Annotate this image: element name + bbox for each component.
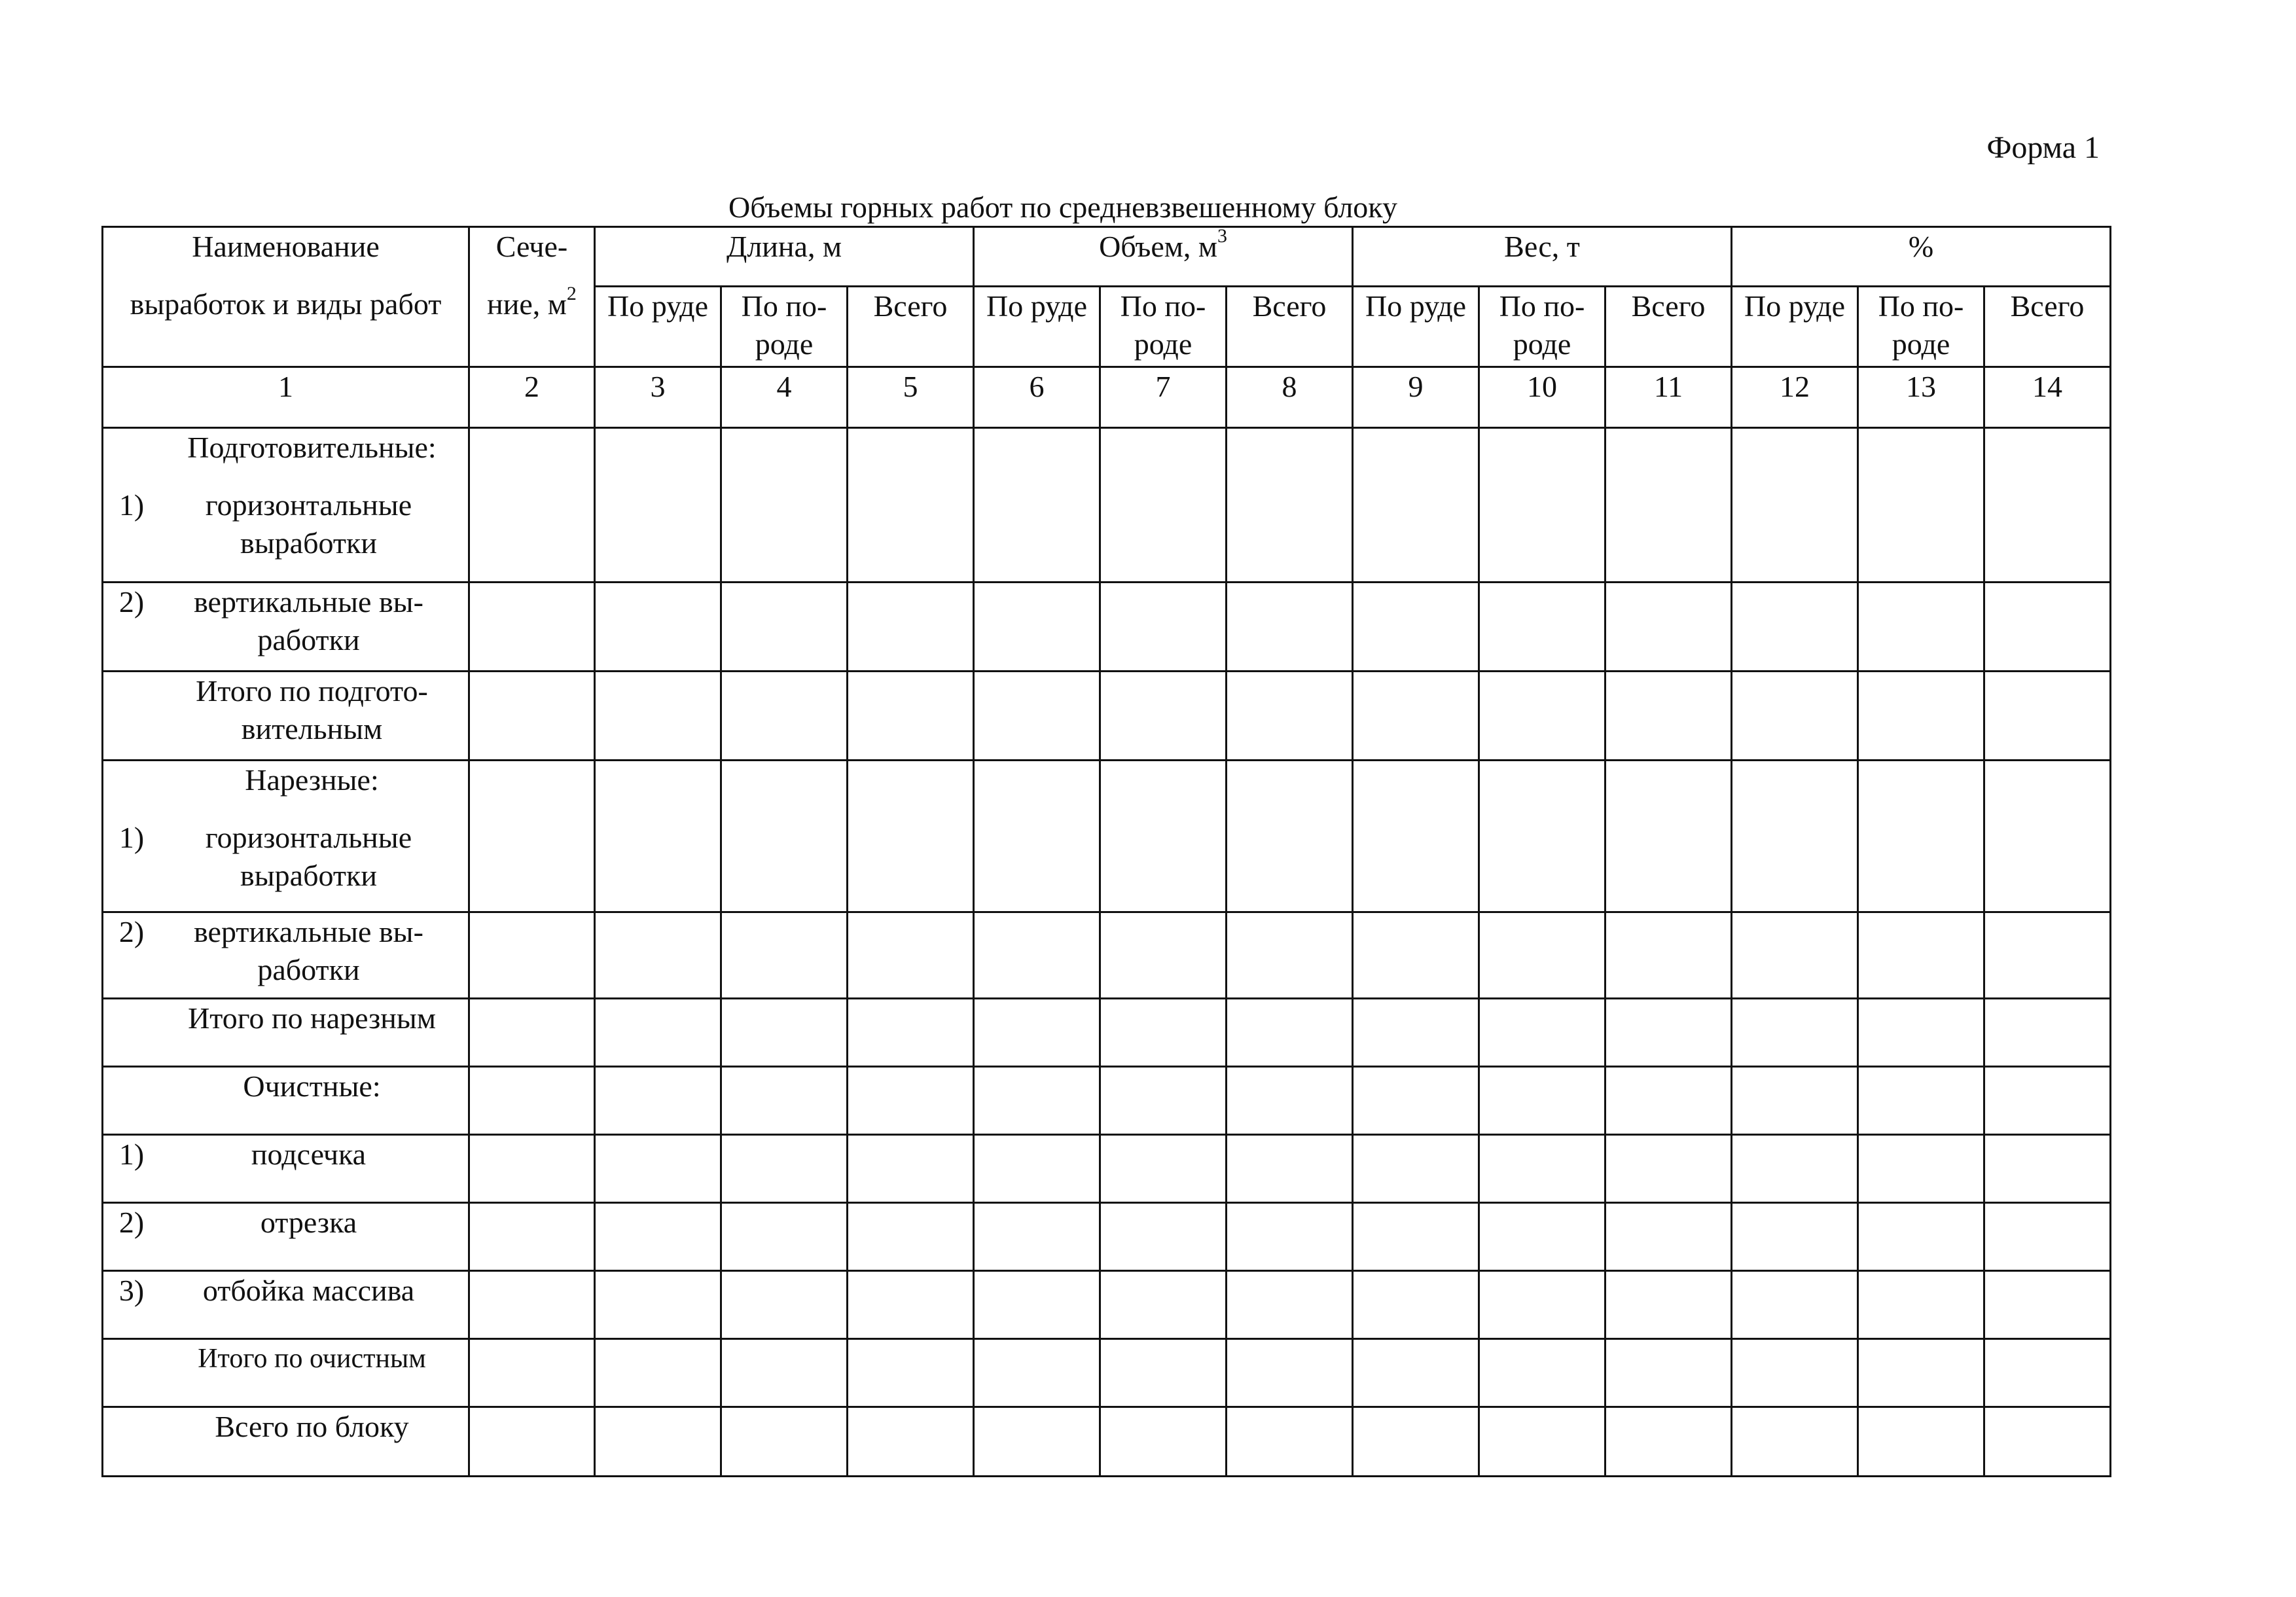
column-number: 11 [1605,367,1732,428]
empty-cell[interactable] [974,1271,1100,1339]
empty-cell[interactable] [1984,428,2111,583]
header-row-groups [103,227,2111,287]
empty-cell[interactable] [1732,583,1858,672]
empty-cell[interactable] [1479,428,1605,583]
empty-cell[interactable] [848,428,974,583]
header-subcolumn: По по-роде [721,287,848,367]
row-item-number: 2) [118,915,145,948]
empty-cell[interactable] [1479,1203,1605,1271]
empty-cell[interactable] [1227,583,1353,672]
empty-cell[interactable] [848,1271,974,1339]
row-item-text: отбойка массива [202,1274,415,1307]
empty-cell[interactable] [469,761,595,912]
header-subcolumn: По руде [1732,287,1858,367]
empty-cell[interactable] [721,912,848,999]
empty-cell[interactable] [721,999,848,1067]
column-number: 10 [1479,367,1605,428]
row-name [103,912,469,999]
empty-cell[interactable] [1353,1067,1479,1135]
empty-cell[interactable] [1732,912,1858,999]
empty-cell[interactable] [1227,999,1353,1067]
empty-cell[interactable] [848,1339,974,1407]
column-number: 13 [1858,367,1984,428]
empty-cell[interactable] [848,1407,974,1477]
empty-cell[interactable] [1479,672,1605,761]
row-item-text: подсечка [251,1138,367,1171]
header-subcolumn: По по-роде [1479,287,1605,367]
table-row [103,672,2111,761]
empty-cell[interactable] [1479,999,1605,1067]
empty-cell[interactable] [1227,1339,1353,1407]
empty-cell[interactable] [721,1339,848,1407]
header-group-length: Длина, м [595,227,974,287]
row-item-text: горизонтальные выработки [205,821,412,892]
empty-cell[interactable] [595,999,721,1067]
empty-cell[interactable] [721,1135,848,1203]
empty-cell[interactable] [1732,1203,1858,1271]
row-heading: Подготовительные: [187,431,437,464]
empty-cell[interactable] [721,761,848,912]
table-row [103,1067,2111,1135]
column-number: 8 [1227,367,1353,428]
empty-cell[interactable] [1858,1407,1984,1477]
empty-cell[interactable] [1227,1271,1353,1339]
empty-cell[interactable] [1858,672,1984,761]
empty-cell[interactable] [1479,1135,1605,1203]
empty-cell[interactable] [1353,1339,1479,1407]
table-row [103,1407,2111,1477]
empty-cell[interactable] [1984,1407,2111,1477]
row-name [103,1271,469,1339]
empty-cell[interactable] [1353,428,1479,583]
column-number: 9 [1353,367,1479,428]
table-row [103,1135,2111,1203]
empty-cell[interactable] [1984,583,2111,672]
empty-cell[interactable] [1353,761,1479,912]
empty-cell[interactable] [469,912,595,999]
row-heading: Очистные: [243,1069,381,1103]
empty-cell[interactable] [974,1067,1100,1135]
empty-cell[interactable] [1353,1407,1479,1477]
empty-cell[interactable] [848,1067,974,1135]
empty-cell[interactable] [469,428,595,583]
empty-cell[interactable] [848,1203,974,1271]
empty-cell[interactable] [1605,761,1732,912]
header-subcolumn: По руде [1353,287,1479,367]
empty-cell[interactable] [469,1203,595,1271]
empty-cell[interactable] [469,1407,595,1477]
table-row [103,912,2111,999]
empty-cell[interactable] [1479,912,1605,999]
header-subcolumn: По по-роде [1858,287,1984,367]
empty-cell[interactable] [1100,999,1227,1067]
empty-cell[interactable] [595,1271,721,1339]
table-row [103,1271,2111,1339]
empty-cell[interactable] [1858,761,1984,912]
header-group-percent: % [1732,227,2111,287]
column-number: 3 [595,367,721,428]
empty-cell[interactable] [1605,1067,1732,1135]
empty-cell[interactable] [721,1203,848,1271]
empty-cell[interactable] [469,1271,595,1339]
row-heading: Нарезные: [245,763,379,797]
row-name [103,428,469,583]
empty-cell[interactable] [1858,428,1984,583]
empty-cell[interactable] [974,583,1100,672]
header-subcolumn: Всего [1605,287,1732,367]
row-name [103,1203,469,1271]
empty-cell[interactable] [469,672,595,761]
empty-cell[interactable] [1605,583,1732,672]
table-row [103,1339,2111,1407]
empty-cell[interactable] [1984,912,2111,999]
empty-cell[interactable] [469,1067,595,1135]
row-heading: Итого по подгото-вительным [196,674,428,745]
empty-cell[interactable] [1227,1407,1353,1477]
table-row [103,583,2111,672]
empty-cell[interactable] [1858,912,1984,999]
empty-cell[interactable] [1732,1339,1858,1407]
empty-cell[interactable] [721,1067,848,1135]
empty-cell[interactable] [1605,1135,1732,1203]
row-name [103,672,469,761]
empty-cell[interactable] [1605,428,1732,583]
empty-cell[interactable] [1732,999,1858,1067]
empty-cell[interactable] [469,1339,595,1407]
row-name [103,1135,469,1203]
empty-cell[interactable] [1984,761,2111,912]
empty-cell[interactable] [974,1407,1100,1477]
empty-cell[interactable] [1605,1271,1732,1339]
empty-cell[interactable] [1100,1407,1227,1477]
empty-cell[interactable] [1100,1135,1227,1203]
empty-cell[interactable] [721,1407,848,1477]
empty-cell[interactable] [595,1135,721,1203]
column-number: 2 [469,367,595,428]
empty-cell[interactable] [1732,672,1858,761]
empty-cell[interactable] [1732,1407,1858,1477]
empty-cell[interactable] [1858,1203,1984,1271]
header-subcolumn: По руде [974,287,1100,367]
header-subcolumn: По по-роде [1100,287,1227,367]
empty-cell[interactable] [974,672,1100,761]
empty-cell[interactable] [721,672,848,761]
empty-cell[interactable] [974,761,1100,912]
empty-cell[interactable] [721,428,848,583]
empty-cell[interactable] [1227,1135,1353,1203]
row-name [103,999,469,1067]
row-heading: Итого по очистным [198,1344,426,1374]
empty-cell[interactable] [1858,1271,1984,1339]
empty-cell[interactable] [1732,1067,1858,1135]
empty-cell[interactable] [1100,1271,1227,1339]
row-item-number: 3) [118,1274,145,1307]
empty-cell[interactable] [1227,428,1353,583]
empty-cell[interactable] [595,1339,721,1407]
empty-cell[interactable] [1353,672,1479,761]
column-number: 14 [1984,367,2111,428]
empty-cell[interactable] [721,583,848,672]
row-item-text: отрезка [260,1206,357,1239]
row-item-text: горизонтальные выработки [205,488,412,560]
empty-cell[interactable] [721,1271,848,1339]
empty-cell[interactable] [595,1067,721,1135]
empty-cell[interactable] [469,999,595,1067]
volumes-table [101,226,2111,1477]
row-name [103,1407,469,1477]
header-section: Сече- ние, $м^2$ [469,227,595,367]
row-item-number: 1) [118,488,145,522]
empty-cell[interactable] [1100,583,1227,672]
empty-cell[interactable] [1100,672,1227,761]
empty-cell[interactable] [1984,999,2111,1067]
empty-cell[interactable] [1353,583,1479,672]
empty-cell[interactable] [1353,1271,1479,1339]
empty-cell[interactable] [1858,1339,1984,1407]
column-number: 6 [974,367,1100,428]
header-group-weight: Вес, т [1353,227,1732,287]
column-number: 1 [103,367,469,428]
empty-cell[interactable] [1984,1203,2111,1271]
empty-cell[interactable] [1479,1067,1605,1135]
empty-cell[interactable] [974,1135,1100,1203]
empty-cell[interactable] [1100,1067,1227,1135]
row-item-number: 1) [118,821,145,854]
row-heading: Всего по блоку [215,1410,409,1443]
empty-cell[interactable] [1605,1339,1732,1407]
row-item-text: вертикальные вы-работки [194,915,423,986]
empty-cell[interactable] [974,912,1100,999]
empty-cell[interactable] [1227,912,1353,999]
column-number: 7 [1100,367,1227,428]
empty-cell[interactable] [1479,583,1605,672]
empty-cell[interactable] [1100,761,1227,912]
row-name [103,761,469,912]
empty-cell[interactable] [1479,761,1605,912]
empty-cell[interactable] [1227,1067,1353,1135]
row-name [103,1339,469,1407]
empty-cell[interactable] [1858,999,1984,1067]
empty-cell[interactable] [1984,1067,2111,1135]
table-row [103,999,2111,1067]
empty-cell[interactable] [1605,912,1732,999]
row-item-number: 2) [118,585,145,619]
empty-cell[interactable] [848,672,974,761]
empty-cell[interactable] [1605,999,1732,1067]
empty-cell[interactable] [1732,1135,1858,1203]
empty-cell[interactable] [1984,1135,2111,1203]
header-row-numbers [103,367,2111,428]
empty-cell[interactable] [1984,672,2111,761]
empty-cell[interactable] [1227,1203,1353,1271]
empty-cell[interactable] [595,1407,721,1477]
empty-cell[interactable] [1984,1339,2111,1407]
empty-cell[interactable] [1353,1135,1479,1203]
empty-cell[interactable] [595,583,721,672]
empty-cell[interactable] [974,1203,1100,1271]
empty-cell[interactable] [848,912,974,999]
empty-cell[interactable] [469,583,595,672]
row-item-number: 2) [118,1206,145,1239]
column-number: 4 [721,367,848,428]
empty-cell[interactable] [1479,1339,1605,1407]
empty-cell[interactable] [1353,912,1479,999]
empty-cell[interactable] [1100,1203,1227,1271]
header-subcolumn: Всего [1227,287,1353,367]
empty-cell[interactable] [1984,1271,2111,1339]
empty-cell[interactable] [1353,1203,1479,1271]
row-heading: Итого по нарезным [188,1001,436,1035]
empty-cell[interactable] [1100,912,1227,999]
header-name: Наименование выработок и виды работ [103,227,469,367]
empty-cell[interactable] [1605,1407,1732,1477]
empty-cell[interactable] [848,1135,974,1203]
empty-cell[interactable] [595,1203,721,1271]
empty-cell[interactable] [1605,1203,1732,1271]
empty-cell[interactable] [848,999,974,1067]
empty-cell[interactable] [1479,1271,1605,1339]
header-subcolumn: По руде [595,287,721,367]
empty-cell[interactable] [1479,1407,1605,1477]
empty-cell[interactable] [1353,999,1479,1067]
table-row [103,428,2111,583]
empty-cell[interactable] [1732,1271,1858,1339]
header-subcolumn: Всего [848,287,974,367]
empty-cell[interactable] [1605,672,1732,761]
empty-cell[interactable] [974,999,1100,1067]
document-title: Объемы горных работ по средневзвешенному блоку [728,190,1398,224]
empty-cell[interactable] [595,912,721,999]
empty-cell[interactable] [595,761,721,912]
empty-cell[interactable] [1858,1135,1984,1203]
empty-cell[interactable] [848,761,974,912]
empty-cell[interactable] [1732,428,1858,583]
header-subcolumn: Всего [1984,287,2111,367]
table-row [103,761,2111,912]
empty-cell[interactable] [595,428,721,583]
empty-cell[interactable] [974,1339,1100,1407]
header-group-volume: Объем, $м^3$ [974,227,1353,287]
empty-cell[interactable] [469,1135,595,1203]
empty-cell[interactable] [1858,583,1984,672]
empty-cell[interactable] [974,428,1100,583]
empty-cell[interactable] [1227,672,1353,761]
empty-cell[interactable] [1227,761,1353,912]
form-label: Форма 1 [1986,130,2100,165]
empty-cell[interactable] [1100,428,1227,583]
row-item-text: вертикальные вы-работки [194,585,423,656]
table-row [103,1203,2111,1271]
empty-cell[interactable] [848,583,974,672]
row-name [103,1067,469,1135]
column-number: 12 [1732,367,1858,428]
row-item-number: 1) [118,1138,145,1171]
column-number: 5 [848,367,974,428]
empty-cell[interactable] [1858,1067,1984,1135]
empty-cell[interactable] [1732,761,1858,912]
row-name [103,583,469,672]
empty-cell[interactable] [595,672,721,761]
empty-cell[interactable] [1100,1339,1227,1407]
